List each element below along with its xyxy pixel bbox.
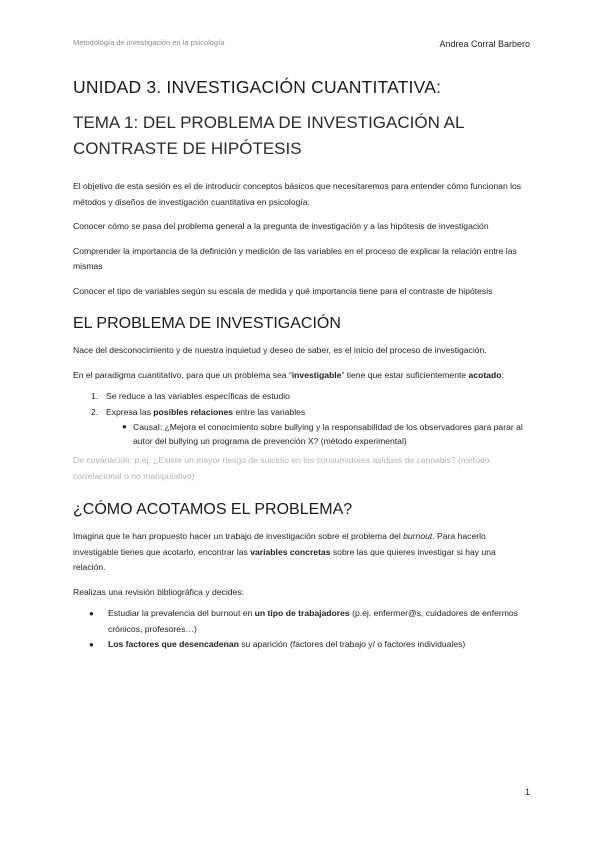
list-item: ● Estudiar la prevalencia del burnout en un tipo de trabajadores (p.ej. enfermer@s, cuidadores de enfermos crónicos, profesores…) [89,608,518,634]
page-content [73,76,530,653]
sub-list [106,420,530,448]
header-author: Andrea Corral Barbero [439,39,530,49]
bullet-icon: ● [89,609,94,618]
header-course: Metodología de investigación en la psicología [73,38,225,47]
list-item: ● Los factores que desencadenan su aparición (factores del trabajo y/ o factores individuales) [89,637,530,653]
section2-paragraph-1: Imagina que te han propuesto hacer un trabajo de investigación sobre el problema del burnout. Para hacerlo investigable tienes que acotarlo, encontrar las variables concretas sobre las que quieres investigar si hay una relación. [73,531,496,572]
section-heading-narrowing: ¿CÓMO ACOTAMOS EL PROBLEMA? [73,501,353,518]
objective-3: Conocer el tipo de variables según su escala de medida y qué importancia tiene para el contraste de hipótesis [73,285,493,296]
section1-paragraph-2: En el paradigma cuantitativo, para que un problema sea “investigable” tiene que estar suficientemente acotado: [73,369,504,380]
list-item: 2. Expresa las posibles relaciones entre las variables ● Causal: ¿Mejora el conocimiento sobre bullying y la responsabilidad de los observadores para parar al autor del bullying un programa de prevención X? (método experimental) [91,405,530,449]
intro-paragraph: El objetivo de esta sesión es el de introducir conceptos básicos que necesitaremos para entender cómo funcionan los métodos y diseños de investigación cuantitativa en psicología: [73,181,522,207]
section-heading-problem: EL PROBLEMA DE INVESTIGACIÓN [73,315,341,332]
numbered-list [73,389,530,448]
topic-title: TEMA 1: DEL PROBLEMA DE INVESTIGACIÓN AL CONTRASTE DE HIPÓTESIS [73,113,464,158]
bullet-list [73,606,530,653]
page-number: 1 [524,787,530,797]
list-item: 1. Se reduce a las variables específicas de estudio [91,391,290,401]
section2-paragraph-2: Realizas una revisión bibliográfica y decides: [73,586,245,597]
bullet-icon: ● [122,422,127,431]
objective-1: Conocer cómo se pasa del problema general a la pregunta de investigación y a las hipótesis de investigación [73,221,489,231]
bullet-icon: ● [89,640,94,649]
unit-title: UNIDAD 3. INVESTIGACIÓN CUANTITATIVA: [73,77,442,97]
section1-paragraph-1: Nace del desconocimiento y de nuestra inquietud y deseo de saber, es el inicio del proceso de investigación. [73,345,487,355]
list-item: ● Causal: ¿Mejora el conocimiento sobre bullying y la responsabilidad de los observadores para parar al autor del bullying un programa de prevención X? (método experimental) [122,422,523,446]
covariation-paragraph: De covariación: p.ej. ¿Existe un mayor riesgo de suicidio en los consumidores asiduos de cannabis? (método correlacional o no manipulativo) [73,455,490,481]
objective-2: Comprender la importancia de la definición y medición de las variables en el proceso de explicar la relación entre las mismas [73,245,517,271]
